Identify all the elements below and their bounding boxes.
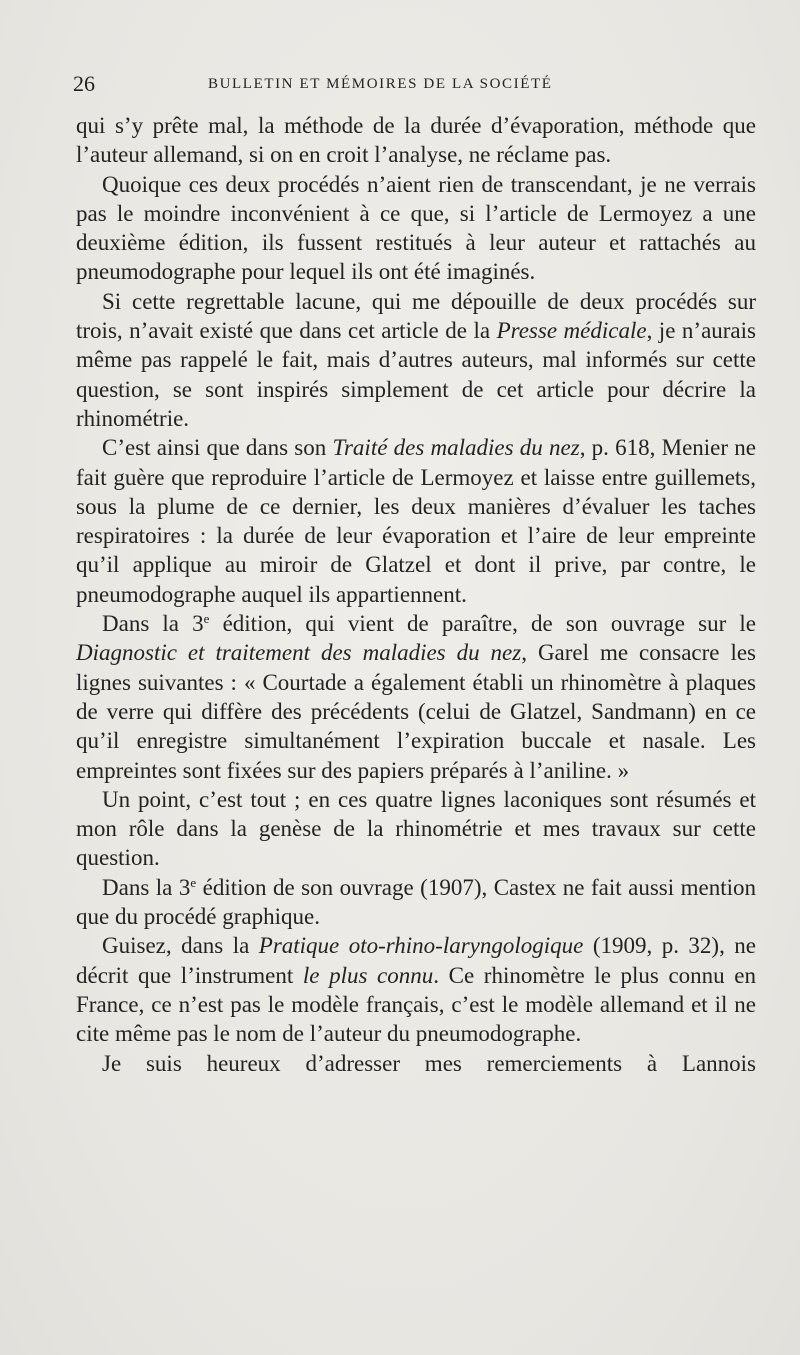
text-run: Dans la 3 (102, 611, 204, 637)
text-run: , p. 618, Menier ne fait guère que reproduire l’article de Lermoyez et laisse entre guillemets, sous la plume de ce dernier, les deux manières d’évaluer les taches respiratoires : la durée de leur évaporation et l’aire de leur empreinte qu’il applique au miroir de Glatzel et dont il prive, par contre, le pneumodographe auquel ils appartiennent. (76, 435, 756, 607)
italic-title: Traité des maladies du nez (332, 435, 580, 461)
paragraph-7 (76, 873, 756, 932)
page-header (73, 70, 753, 100)
text-run: (1909, p. 32), ne décrit que l’instrument (76, 933, 756, 988)
text-run: , Garel me consacre les lignes suivantes : « Courtade a également établi un rhinomètre à plaques de verre qui diffère des précédents (celui de Glatzel, Sandmann) en ce qu’il enregistre simultanément l’expiration buccale et nasale. Les empreintes sont fixées sur des papiers préparés à l’aniline. » (76, 640, 757, 783)
paragraph-3 (76, 287, 756, 433)
italic-title: Diagnostic et traitement des maladies du nez (76, 640, 522, 666)
paragraph-4 (76, 433, 756, 609)
paragraph-8 (76, 931, 756, 1048)
text-run: . Ce rhinomètre le plus connu en France, ce n’est pas le modèle français, c’est le modèle allemand et il ne cite même pas le nom de l’auteur du pneumodographe. (76, 962, 757, 1047)
paragraph-2: Quoique ces deux procédés n’aient rien de transcendant, je ne verrais pas le moindre inconvénient à ce que, si l’article de Lermoyez a une deuxième édition, ils fussent restitués à leur auteur et rattachés au pneumodographe pour lequel ils ont été imaginés. (76, 171, 756, 285)
text-run: Si cette regrettable lacune, qui me dépouille de deux procédés sur trois, n’avait existé que dans cet article de la (76, 288, 756, 344)
paragraph-9: Je suis heureux d’adresser mes remerciements à Lannois (102, 1050, 756, 1076)
superscript: e (190, 874, 197, 890)
text-run: Dans la 3 (102, 874, 191, 900)
paragraph-6: Un point, c’est tout ; en ces quatre lignes laconiques sont résumés et mon rôle dans la genèse de la rhinométrie et mes travaux sur cette question. (76, 786, 756, 871)
text-run: C’est ainsi que dans son (102, 435, 327, 461)
text-run: , je n’aurais même pas rappelé le fait, mais d’autres auteurs, mal informés sur cette question, se sont inspirés simplement de cet article pour décrire la rhinométrie. (76, 318, 756, 431)
running-title: BULLETIN ET MÉMOIRES DE LA SOCIÉTÉ (208, 76, 553, 92)
page-number: 26 (73, 71, 95, 96)
text-run: Guisez, dans la (102, 933, 250, 959)
superscript: e (203, 611, 210, 627)
paragraph-1: qui s’y prête mal, la méthode de la durée d’évaporation, méthode que l’auteur allemand, si on en croit l’analyse, ne réclame pas. (76, 113, 756, 168)
paragraph-5 (76, 609, 756, 785)
text-run: édition, qui vient de paraître, de son ouvrage sur le (209, 611, 756, 637)
body-text (76, 111, 756, 1078)
italic-title: Pratique oto-rhino-laryngologique (258, 933, 584, 959)
text-run: édition de son ouvrage (1907), Castex ne fait aussi mention que du procédé graphique. (76, 874, 756, 930)
italic-title: Presse médicale (496, 318, 647, 344)
italic-emphasis: le plus connu (302, 962, 434, 988)
